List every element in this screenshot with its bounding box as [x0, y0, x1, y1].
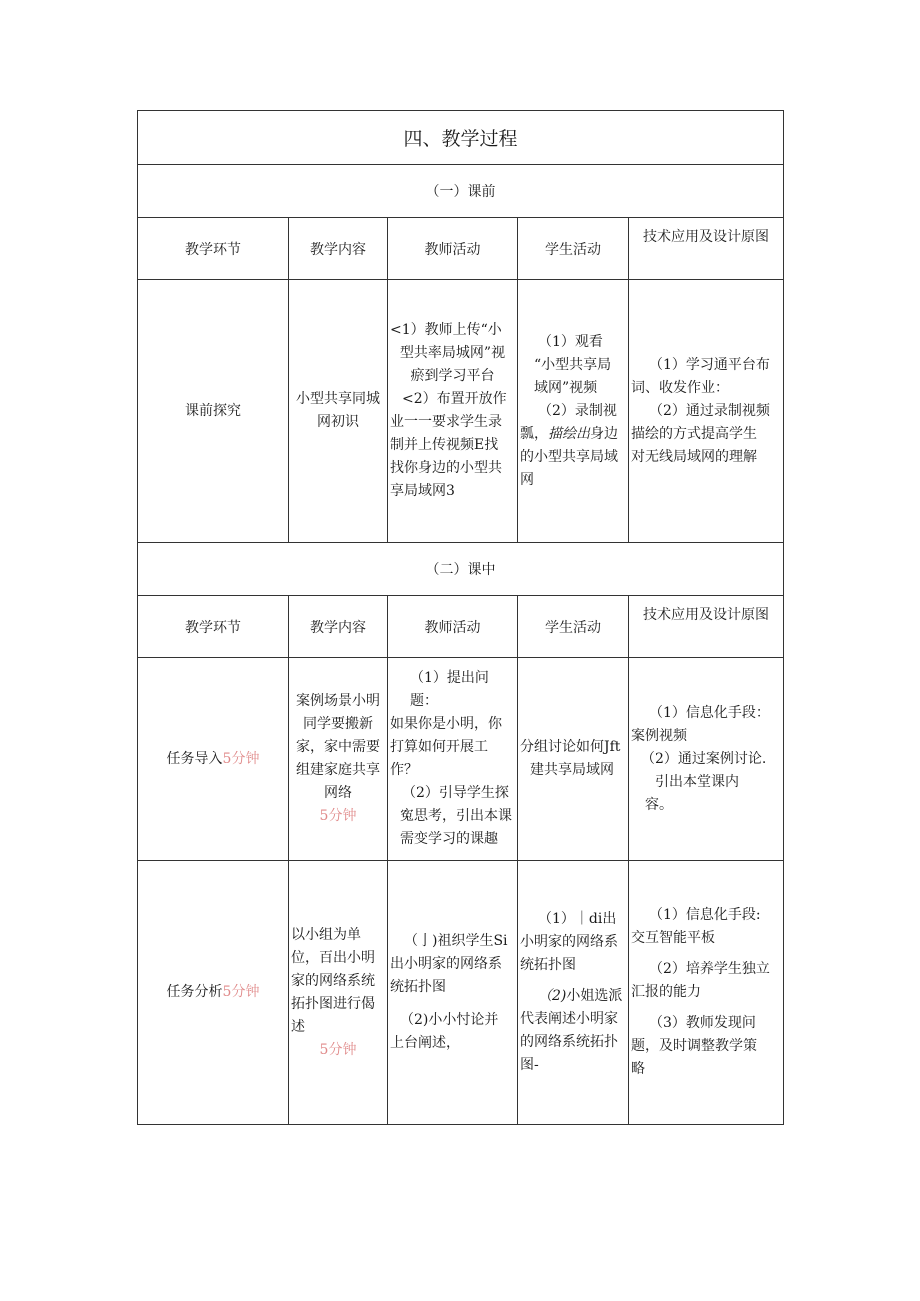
- stage-cell: 课前探究: [138, 280, 289, 543]
- tech-cell: （1）信息化手段: 交互智能平板 （2）培养学生独立 汇报的能力 （3）教师发现问 题，及时调整教学策 略: [629, 861, 784, 1125]
- header-teacher: 教师活动: [388, 596, 518, 658]
- header-student: 学生活动: [518, 218, 629, 280]
- content-cell: 案例场景小明 同学要搬新 家，家中需要 组建家庭共享 网络 5分钟: [289, 658, 388, 861]
- teaching-process-table: [137, 110, 784, 1125]
- content-cell: 以小组为单 位，百出小明 家的网络系统 拓扑图进行偈 述 5分钟: [289, 861, 388, 1125]
- header-tech: 技术应用及设计原图: [629, 218, 784, 280]
- header-tech: 技术应用及设计原图: [629, 596, 784, 658]
- content-time: 5分钟: [319, 808, 357, 824]
- teacher-activity-cell: <1）教师上传“小 型共率局城网”视 瘀到学习平台 <2）布置开放作 业一一要求学生录 制并上传视频E找 找你身边的小型共 享局域网3: [388, 280, 518, 543]
- header-content: 教学内容: [289, 596, 388, 658]
- header-student: 学生活动: [518, 596, 629, 658]
- teacher-activity-cell: （1）提出问题： 如果你是小明，你 打算如何开展工 作？ （2）引导学生探 寃思考，引出本课 需变学习的课趣: [388, 658, 518, 861]
- student-activity-cell: （1）｜di出 小明家的网络系 统拓扑图 （2)小姐选派 代表阐述小明家 的网络系统拓扑 图-: [518, 861, 629, 1125]
- table-row: [138, 280, 784, 543]
- table-row: [138, 861, 784, 1125]
- stage-time: 5分钟: [222, 750, 260, 767]
- table-title: 四、教学过程: [138, 111, 784, 165]
- tech-cell: （1）学习通平台布 词、收发作业： （2）通过录制视频 描绘的方式提高学生 对无线局域网的理解: [629, 280, 784, 543]
- section-in-class: （二）课中: [138, 543, 784, 596]
- tech-cell: （1）信息化手段： 案例视频 （2）通过案例讨论. 引出本堂课内 容。: [629, 658, 784, 861]
- content-cell: 小型共享同城 网初识: [289, 280, 388, 543]
- stage-cell: 任务分析5分钟: [138, 861, 289, 1125]
- header-content: 教学内容: [289, 218, 388, 280]
- section-pre-class: （一）课前: [138, 165, 784, 218]
- header-row: [138, 218, 784, 280]
- table-row: [138, 658, 784, 861]
- student-activity-cell: 分组讨论如何Jft 建共享局域网: [518, 658, 629, 861]
- stage-time: 5分钟: [222, 984, 260, 1000]
- header-stage: 教学环节: [138, 218, 289, 280]
- content-time: 5分钟: [319, 1041, 357, 1058]
- stage-cell: 任务导入5分钟: [138, 658, 289, 861]
- header-stage: 教学环节: [138, 596, 289, 658]
- header-row: [138, 596, 784, 658]
- teacher-activity-cell: （亅)祖织学生Si 出小明家的网络系 统拓扑图 （2)小小忖论并 上台阐述，: [388, 861, 518, 1125]
- header-teacher: 教师活动: [388, 218, 518, 280]
- student-activity-cell: （1）观看 “小型共享局 域网”视频 （2）录制视 瓢，描绘出身边 的小型共享局域 网: [518, 280, 629, 543]
